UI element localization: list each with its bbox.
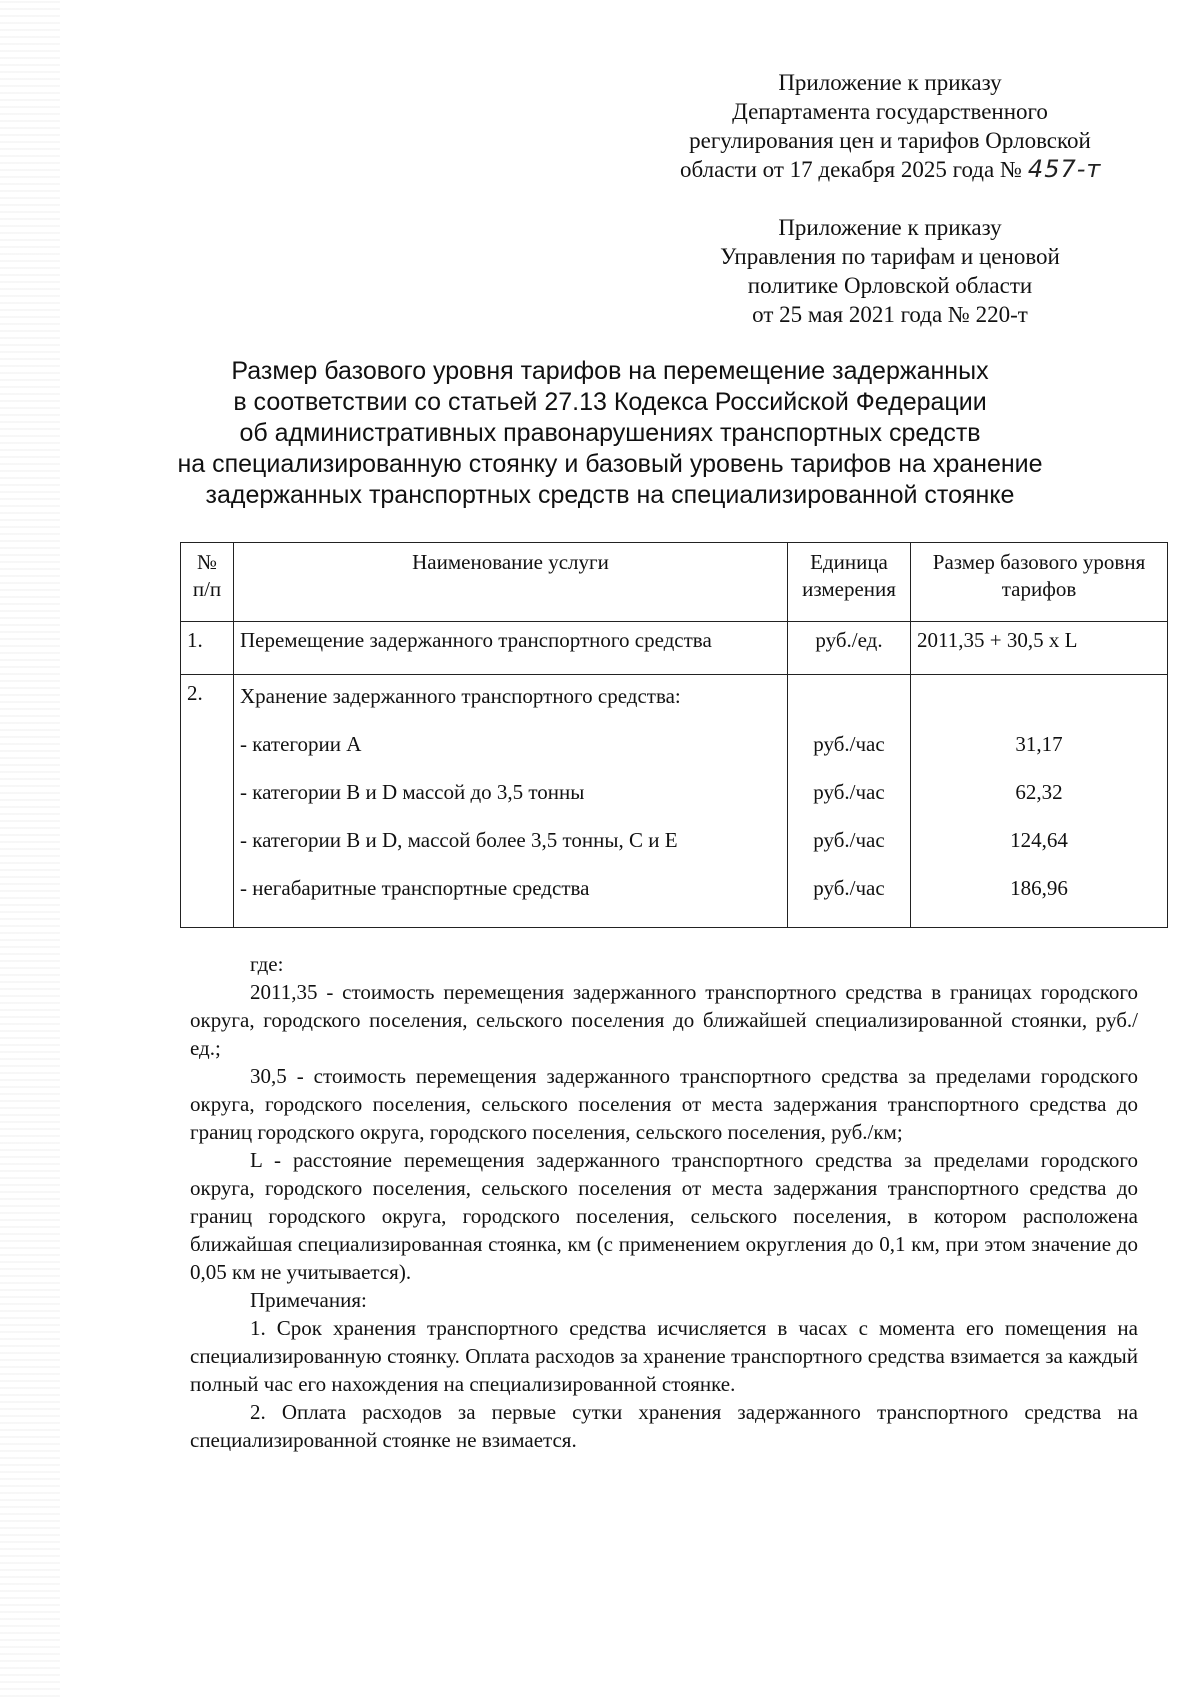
header-value: Размер базового уровня тарифов <box>911 543 1168 622</box>
row2-item-2-service: - категории В и D массой до 3,5 тонны <box>240 780 585 804</box>
row2-item-1-unit: руб./час <box>813 732 885 756</box>
appendix-current-line-4 <box>680 155 1100 184</box>
row2-num: 2. <box>181 675 234 928</box>
header-service: Наименование услуги <box>234 543 788 622</box>
row2-item-3-service: - категории В и D, массой более 3,5 тонны, С и Е <box>240 828 678 852</box>
appendix-current-order <box>680 68 1100 184</box>
appendix-current-line-3: регулирования цен и тарифов Орловской <box>689 128 1091 153</box>
appendix-original-line-4: от 25 мая 2021 года № 220-т <box>752 302 1028 327</box>
notes-title: Примечания: <box>250 1288 367 1312</box>
row2-unit-spacer <box>794 681 904 729</box>
row1-num: 1. <box>181 622 234 675</box>
row2-value-spacer <box>917 681 1161 729</box>
header-unit: Единица измерения <box>788 543 911 622</box>
appendix-current-line-2: Департамента государственного <box>732 99 1048 124</box>
explanation-paragraph-1: 2011,35 - стоимость перемещения задержанного транспортного средства в границах городского округа, городского поселения, сельского поселения до ближайшей специализированной стоянки, руб./ед.; <box>190 980 1138 1060</box>
row2-item-3-unit: руб./час <box>813 828 885 852</box>
row2-service: Хранение задержанного транспортного средства: <box>240 684 681 708</box>
row2-value-cell <box>911 675 1168 928</box>
appendix-current-date: области от 17 декабря 2025 года № <box>680 157 1022 182</box>
row2-unit-cell <box>788 675 911 928</box>
row2-service-cell <box>234 675 788 928</box>
appendix-current-line-1: Приложение к приказу <box>778 70 1002 95</box>
header-num: № п/п <box>181 543 234 622</box>
row1-service: Перемещение задержанного транспортного средства <box>234 622 788 675</box>
note-1: 1. Срок хранения транспортного средства исчисляется в часах с момента его помещения на специализированную стоянку. Оплата расходов за хранение транспортного средства взимается за каждый полный час его нахождения на специализированной стоянке. <box>190 1316 1138 1396</box>
handwritten-order-number: 457-т <box>1027 155 1102 183</box>
document-title <box>170 356 1050 511</box>
row2-item-4-value: 186,96 <box>1010 876 1068 900</box>
row2-item-1-service: - категории А <box>240 732 362 756</box>
appendix-original-line-2: Управления по тарифам и ценовой <box>720 244 1060 269</box>
explanation-text <box>190 950 1138 1454</box>
tariff-table <box>180 542 1168 928</box>
title-line-3: об административных правонарушениях транспортных средств <box>239 419 981 447</box>
title-line-1: Размер базового уровня тарифов на перемещение задержанных <box>231 357 989 385</box>
scan-edge-noise <box>0 0 60 1697</box>
row2-item-2-unit: руб./час <box>813 780 885 804</box>
row2-item-1-value: 31,17 <box>1015 732 1063 756</box>
row1-unit: руб./ед. <box>788 622 911 675</box>
row2-item-4-unit: руб./час <box>813 876 885 900</box>
table-row <box>181 675 1168 928</box>
where-label: где: <box>250 952 284 976</box>
title-line-2: в соответствии со статьей 27.13 Кодекса Российской Федерации <box>233 388 987 416</box>
row2-item-4-service: - негабаритные транспортные средства <box>240 876 590 900</box>
explanation-paragraph-3: L - расстояние перемещения задержанного транспортного средства за пределами городского округа, городского поселения, сельского поселения от места задержания транспортного средства до границ городского округа, городского поселения, сельского поселения, в котором расположена ближайшая специализированная стоянка, км (с применением округления до 0,1 км, при этом значение до 0,05 км не учитывается). <box>190 1148 1138 1284</box>
appendix-original-line-1: Приложение к приказу <box>778 215 1002 240</box>
row1-value: 2011,35 + 30,5 x L <box>911 622 1168 675</box>
table-row <box>181 622 1168 675</box>
note-2: 2. Оплата расходов за первые сутки хранения задержанного транспортного средства на специализированной стоянке не взимается. <box>190 1400 1138 1452</box>
row2-item-2-value: 62,32 <box>1015 780 1063 804</box>
explanation-paragraph-2: 30,5 - стоимость перемещения задержанного транспортного средства за пределами городского округа, городского поселения, сельского поселения от места задержания транспортного средства до границ городского округа, городского поселения, сельского поселения, руб./км; <box>190 1064 1138 1144</box>
appendix-original-order <box>700 213 1080 329</box>
appendix-original-line-3: политике Орловской области <box>747 273 1033 298</box>
row2-item-3-value: 124,64 <box>1010 828 1068 852</box>
title-line-4: на специализированную стоянку и базовый уровень тарифов на хранение <box>177 450 1043 478</box>
title-line-5: задержанных транспортных средств на специализированной стоянке <box>205 481 1015 509</box>
table-header-row <box>181 543 1168 622</box>
